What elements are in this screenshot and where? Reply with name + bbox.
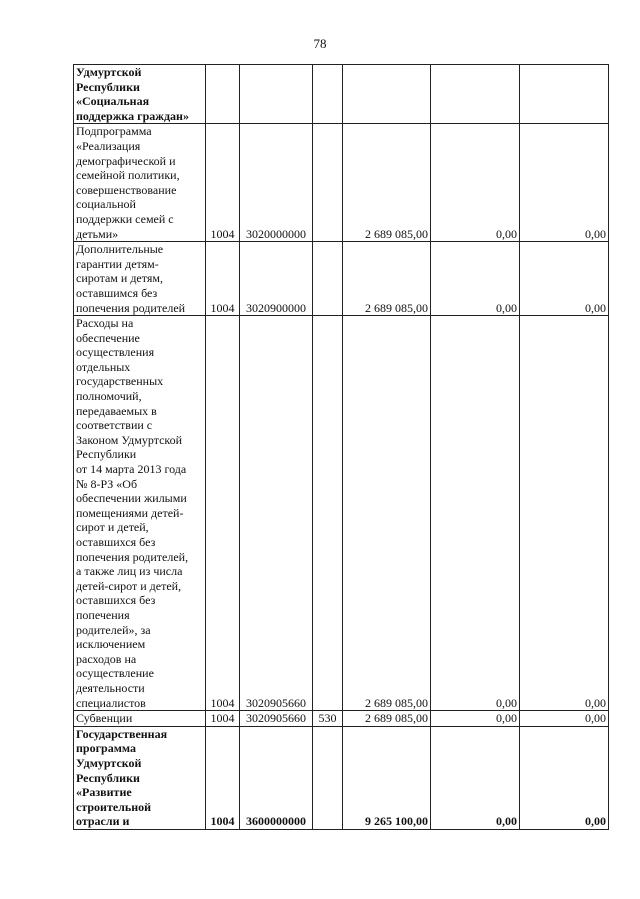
table-row <box>74 65 609 124</box>
amount-year2-cell: 0,00 <box>431 124 520 242</box>
row-name-cell: Субвенции <box>74 711 206 727</box>
table-row <box>74 316 609 711</box>
target-article-cell: 3020000000 <box>240 124 313 242</box>
amount-year2-cell: 0,00 <box>431 726 520 829</box>
section-code-cell: 1004 <box>206 242 240 316</box>
amount-year3-cell: 0,00 <box>520 711 609 727</box>
table-row <box>74 124 609 242</box>
row-name-cell: Дополнительные гарантии детям- сиротам и детям, оставшимся без попечения родителей <box>74 242 206 316</box>
expense-type-cell: 530 <box>313 711 343 727</box>
amount-year2-cell: 0,00 <box>431 242 520 316</box>
amount-cell: 9 265 100,00 <box>343 726 431 829</box>
table-row <box>74 711 609 727</box>
amount-year3-cell: 0,00 <box>520 316 609 711</box>
section-code-cell: 1004 <box>206 124 240 242</box>
amount-year2-cell: 0,00 <box>431 316 520 711</box>
amount-cell: 2 689 085,00 <box>343 124 431 242</box>
amount-cell: 2 689 085,00 <box>343 711 431 727</box>
amount-year3-cell <box>520 65 609 124</box>
table-row <box>74 242 609 316</box>
row-name-cell: Расходы на обеспечение осуществления отдельных государственных полномочий, передаваемых в соответствии с Законом Удмуртской Республики от 14 марта 2013 года № 8-РЗ «Об обеспечении жилыми помещениями детей- сирот и детей, оставшихся без попечения родителей, а также лиц из числа детей-сирот и детей, оставшихся без попечения родителей», за исключением расходов на осуществление деятельности специалистов <box>74 316 206 711</box>
page-number: 78 <box>313 36 327 51</box>
section-code-cell: 1004 <box>206 316 240 711</box>
table-body <box>74 65 609 830</box>
table-row <box>74 726 609 829</box>
target-article-cell: 3600000000 <box>240 726 313 829</box>
expense-type-cell <box>313 726 343 829</box>
target-article-cell: 3020905660 <box>240 711 313 727</box>
amount-year3-cell: 0,00 <box>520 726 609 829</box>
amount-cell: 2 689 085,00 <box>343 242 431 316</box>
row-name-cell: Удмуртской Республики «Социальная поддержка граждан» <box>74 65 206 124</box>
amount-year3-cell: 0,00 <box>520 242 609 316</box>
expense-type-cell <box>313 316 343 711</box>
amount-year2-cell: 0,00 <box>431 711 520 727</box>
target-article-cell: 3020905660 <box>240 316 313 711</box>
section-code-cell: 1004 <box>206 711 240 727</box>
amount-year3-cell: 0,00 <box>520 124 609 242</box>
amount-cell <box>343 65 431 124</box>
row-name-cell: Подпрограмма «Реализация демографической и семейной политики, совершенствование социальной поддержки семей с детьми» <box>74 124 206 242</box>
target-article-cell <box>240 65 313 124</box>
expense-type-cell <box>313 242 343 316</box>
target-article-cell: 3020900000 <box>240 242 313 316</box>
expense-type-cell <box>313 124 343 242</box>
row-name-cell: Государственная программа Удмуртской Республики «Развитие строительной отрасли и <box>74 726 206 829</box>
budget-table <box>73 64 609 830</box>
section-code-cell <box>206 65 240 124</box>
expense-type-cell <box>313 65 343 124</box>
amount-cell: 2 689 085,00 <box>343 316 431 711</box>
section-code-cell: 1004 <box>206 726 240 829</box>
amount-year2-cell <box>431 65 520 124</box>
